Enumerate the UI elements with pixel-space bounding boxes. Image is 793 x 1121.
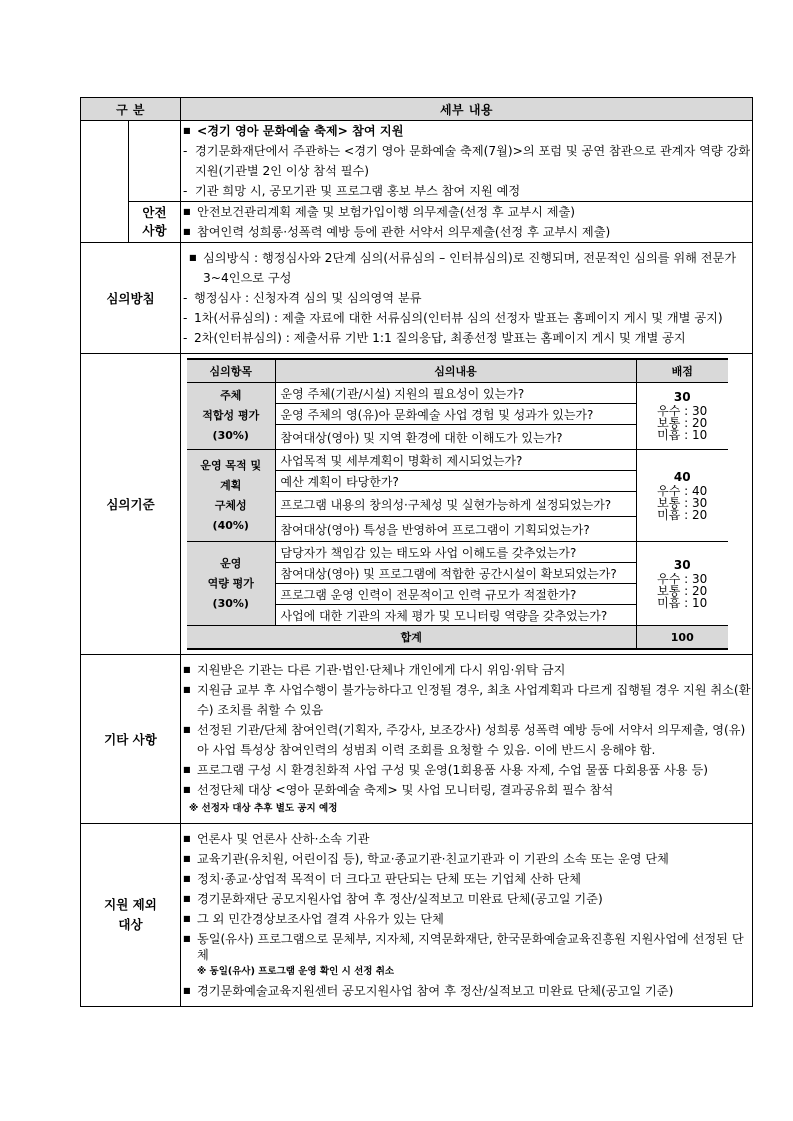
- score-grade: 보통 : 30: [657, 495, 708, 510]
- other-row: [81, 655, 753, 824]
- criteria-group-name: [187, 383, 275, 450]
- festival-row: [81, 121, 753, 202]
- sum-label: 합계: [187, 626, 636, 650]
- safety-content: [181, 202, 753, 243]
- safety-item: ■ 안전보건관리계획 제출 및 보험가입이행 의무제출(선정 후 교부시 제출): [181, 202, 752, 222]
- score-total: 40: [673, 469, 691, 484]
- group-name-line: (30%): [212, 596, 249, 610]
- safety-item: ■ 참여인력 성희롱·성폭력 예방 등에 관한 서약서 의무제출(선정 후 교부시 제출): [181, 222, 752, 242]
- review-method-row: [81, 243, 753, 354]
- safety-label-line: 안전: [142, 205, 167, 220]
- group-name-line: 구체성: [214, 498, 247, 512]
- criteria-header-row: [187, 359, 728, 383]
- score-grade: 보통 : 20: [657, 583, 708, 598]
- other-label: 기타 사항: [81, 655, 181, 824]
- festival-empty-cell: [129, 121, 181, 202]
- criteria-label: 심의기준: [81, 354, 181, 655]
- exclusion-note: ※ 동일(유사) 프로그램 운영 확인 시 선정 취소: [197, 966, 395, 977]
- document-page: [80, 97, 752, 1007]
- criteria-score: [636, 542, 728, 626]
- review-method-content: [181, 243, 753, 354]
- exclusion-label-line: 대상: [118, 917, 143, 932]
- score-grade: 미흡 : 20: [657, 507, 708, 522]
- exclusion-item: ■ 교육기관(유치원, 어린이집 등), 학교·종교기관·친교기관과 이 기관의 소속 또는 운영 단체: [181, 849, 752, 869]
- group-name-line: 적합성 평가: [202, 409, 260, 422]
- exclusion-item: ■ 언론사 및 언론사 산하·소속 기관: [181, 829, 752, 849]
- score-total: 30: [673, 557, 691, 572]
- exclusion-item: ■ 경기문화재단 공모지원사업 참여 후 정산/실적보고 미완료 단체(공고일 기준): [181, 889, 752, 909]
- criteria-question: 참여대상(영아) 및 지역 환경에 대한 이해도가 있는가?: [275, 425, 636, 450]
- festival-content: [181, 121, 753, 202]
- criteria-question: 사업에 대한 기관의 자체 평가 및 모니터링 역량을 갖추었는가?: [275, 605, 636, 626]
- header-details: 세부 내용: [181, 98, 753, 121]
- group-name-line: 주체: [220, 389, 242, 402]
- score-grade: 보통 : 20: [657, 416, 708, 430]
- score-grade: 미흡 : 10: [657, 428, 708, 442]
- criteria-question: 운영 주체의 영(유)아 문화예술 사업 경험 및 성과가 있는가?: [275, 404, 636, 425]
- criteria-question: 담당자가 책임감 있는 태도와 사업 이해도를 갖추었는가?: [275, 542, 636, 563]
- other-item: ■ 프로그램 구성 시 환경친화적 사업 구성 및 운영(1회용품 사용 자제, 수업 물품 다회용품 사용 등): [181, 760, 752, 780]
- criteria-question-row: [187, 542, 728, 563]
- group-name-line: 운영: [220, 556, 242, 570]
- festival-line: - 경기문화재단에서 주관하는 <경기 영아 문화예술 축제(7월)>의 포럼 및 공연 참관으로 관계자 역량 강화 지원(기관별 2인 이상 참석 필수): [181, 141, 752, 181]
- criteria-question: 참여대상(영아) 특성을 반영하여 프로그램이 기획되었는가?: [275, 517, 636, 542]
- criteria-question: 사업목적 및 세부계획이 명확히 제시되었는가?: [275, 450, 636, 471]
- criteria-question: 프로그램 운영 인력이 전문적이고 인력 규모가 적절한가?: [275, 584, 636, 605]
- sum-value: 100: [636, 626, 728, 650]
- exclusion-content: [181, 824, 753, 1007]
- criteria-header-content: 심의내용: [275, 359, 636, 383]
- group-name-line: 역량 평가: [207, 576, 254, 590]
- festival-title: ■ <경기 영아 문화예술 축제> 참여 지원: [181, 121, 752, 141]
- score-grade: 우수 : 30: [657, 571, 708, 586]
- criteria-question: 예산 계획이 타당한가?: [275, 471, 636, 492]
- exclusion-label: [81, 824, 181, 1007]
- criteria-table: [187, 358, 728, 650]
- review-method-main: ■ 심의방식 : 행정심사와 2단계 심의(서류심의 – 인터뷰심의)로 진행되며, 전문적인 심의를 위해 전문가 3~4인으로 구성: [187, 248, 752, 288]
- other-item: ■ 지원금 교부 후 사업수행이 불가능하다고 인정될 경우, 최초 사업계획과 다르게 집행될 경우 지원 취소(환수) 조치를 취할 수 있음: [181, 680, 752, 720]
- criteria-content: [181, 354, 753, 655]
- exclusion-label-line: 지원 제외: [104, 897, 157, 912]
- group-name-line: (30%): [212, 429, 249, 442]
- safety-row: [81, 202, 753, 243]
- header-category: 구 분: [81, 98, 181, 121]
- table-header-row: [81, 98, 753, 121]
- other-content: [181, 655, 753, 824]
- festival-line: - 기관 희망 시, 공모기관 및 프로그램 홍보 부스 참여 지원 예정: [181, 181, 752, 201]
- review-method-item: - 2차(인터뷰심의) : 제출서류 기반 1:1 질의응답, 최종선정 발표는 홈페이지 게시 및 개별 공지: [181, 328, 752, 348]
- group-name-line: (40%): [212, 518, 249, 532]
- criteria-question-row: [187, 383, 728, 404]
- group-name-line: 운영 목적 및: [200, 458, 262, 472]
- criteria-question: 프로그램 내용의 창의성·구체성 및 실현가능하게 설정되었는가?: [275, 492, 636, 517]
- criteria-header-item: 심의항목: [187, 359, 275, 383]
- exclusion-item: ■ 경기문화예술교육지원센터 공모지원사업 참여 후 정산/실적보고 미완료 단체(공고일 기준): [181, 981, 752, 1001]
- criteria-group-name: [187, 450, 275, 542]
- other-item: ■ 지원받은 기관는 다른 기관·법인·단체나 개인에게 다시 위임·위탁 금지: [181, 660, 752, 680]
- criteria-header-score: 배점: [636, 359, 728, 383]
- guideline-table: [80, 97, 753, 1007]
- exclusion-item: ■ 정치·종교·상업적 목적이 더 크다고 판단되는 단체 또는 기업체 산하 단체: [181, 869, 752, 889]
- criteria-question: 참여대상(영아) 및 프로그램에 적합한 공간시설이 확보되었는가?: [275, 563, 636, 584]
- criteria-sum-row: [187, 626, 728, 650]
- group-name-line: 계획: [220, 478, 242, 492]
- criteria-question: 운영 주체(기관/시설) 지원의 필요성이 있는가?: [275, 383, 636, 404]
- criteria-score: [636, 450, 728, 542]
- exclusion-row: [81, 824, 753, 1007]
- score-grade: 우수 : 30: [657, 404, 708, 418]
- score-grade: 미흡 : 10: [657, 595, 708, 610]
- criteria-score: [636, 383, 728, 450]
- exclusion-item: ■ 동일(유사) 프로그램으로 문체부, 지자체, 지역문화재단, 한국문화예술교육진흥원 지원사업에 선정된 단체: [181, 929, 752, 963]
- criteria-question-row: [187, 450, 728, 471]
- safety-label-line: 사항: [142, 223, 167, 238]
- review-method-item: - 1차(서류심의) : 제출 자료에 대한 서류심의(인터뷰 심의 선정자 발표는 홈페이지 게시 및 개별 공지): [181, 308, 752, 328]
- continued-category-cell: [81, 121, 129, 243]
- other-note: ※ 선정자 대상 추후 별도 공지 예정: [189, 803, 338, 814]
- safety-label: [129, 202, 181, 243]
- review-method-label: 심의방침: [81, 243, 181, 354]
- other-item: ■ 선정단체 대상 <영아 문화예술 축제> 및 사업 모니터링, 결과공유회 필수 참석: [181, 780, 752, 800]
- review-method-item: - 행정심사 : 신청자격 심의 및 심의영역 분류: [181, 288, 752, 308]
- exclusion-item: ■ 그 외 민간경상보조사업 결격 사유가 있는 단체: [181, 909, 752, 929]
- score-total: 30: [673, 390, 691, 404]
- other-item: ■ 선정된 기관/단체 참여인력(기획자, 주강사, 보조강사) 성희롱 성폭력 예방 등에 서약서 의무제출, 영(유)아 사업 특성상 참여인력의 성범죄 이력 조회를 요청할 수 있음. 이에 반드시 응해야 함.: [181, 720, 752, 760]
- criteria-group-name: [187, 542, 275, 626]
- criteria-row: [81, 354, 753, 655]
- score-grade: 우수 : 40: [657, 483, 708, 498]
